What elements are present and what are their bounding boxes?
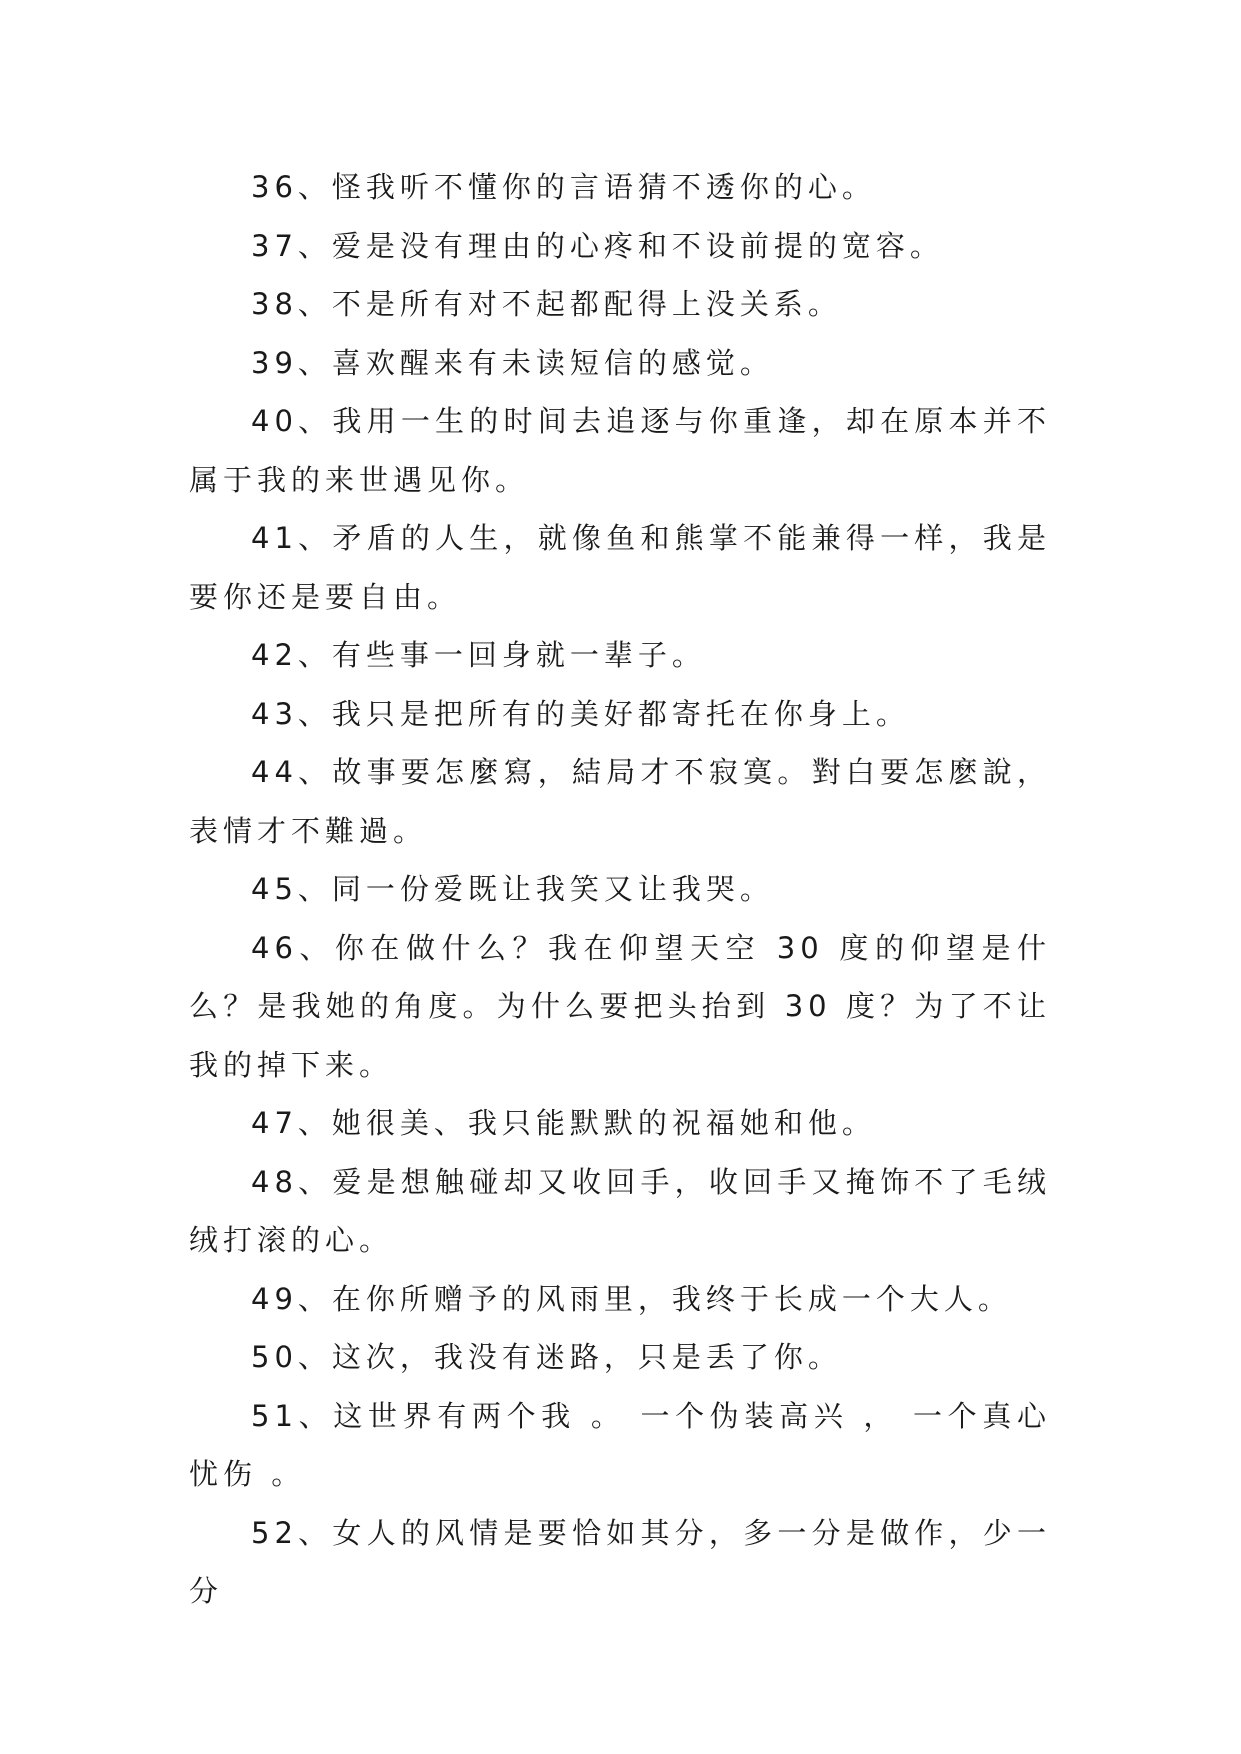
paragraph-38: 38、不是所有对不起都配得上没关系。 <box>251 287 842 321</box>
paragraph-50: 50、这次，我没有迷路，只是丢了你。 <box>251 1340 842 1374</box>
paragraph-48: 48、爱是想触碰却又收回手，收回手又掩饰不了毛绒绒打滚的心。 <box>189 1164 1051 1257</box>
paragraph-39: 39、喜欢醒来有未读短信的感觉。 <box>251 345 774 380</box>
paragraph-43: 43、我只是把所有的美好都寄托在你身上。 <box>251 696 910 731</box>
paragraph-40: 40、我用一生的时间去追逐与你重逢，却在原本并不属于我的来世遇见你。 <box>189 404 1051 497</box>
paragraph-47: 47、她很美、我只能默默的祝福她和他。 <box>251 1106 876 1140</box>
paragraph-42: 42、有些事一回身就一辈子。 <box>251 638 706 672</box>
paragraph-51: 51、这世界有两个我 。 一个伪装高兴 ， 一个真心忧伤 。 <box>189 1398 1051 1491</box>
paragraph-44: 44、故事要怎麼寫，結局才不寂寞。對白要怎麽說，表情才不難過。 <box>189 755 1051 848</box>
document-body <box>189 158 1051 1621</box>
paragraph-45: 45、同一份爱既让我笑又让我哭。 <box>251 872 774 906</box>
paragraph-46: 46、你在做什么？我在仰望天空 30 度的仰望是什么？是我她的角度。为什么要把头抬到 30 度？为了不让我的掉下来。 <box>189 930 1051 1082</box>
paragraph-52: 52、女人的风情是要恰如其分，多一分是做作，少一分 <box>189 1515 1051 1608</box>
paragraph-37: 37、爱是没有理由的心疼和不设前提的宽容。 <box>251 228 944 263</box>
paragraph-41: 41、矛盾的人生，就像鱼和熊掌不能兼得一样，我是要你还是要自由。 <box>189 521 1051 614</box>
paragraph-49: 49、在你所赠予的风雨里，我终于长成一个大人。 <box>251 1281 1012 1316</box>
paragraph-36: 36、怪我听不懂你的言语猜不透你的心。 <box>251 170 876 204</box>
